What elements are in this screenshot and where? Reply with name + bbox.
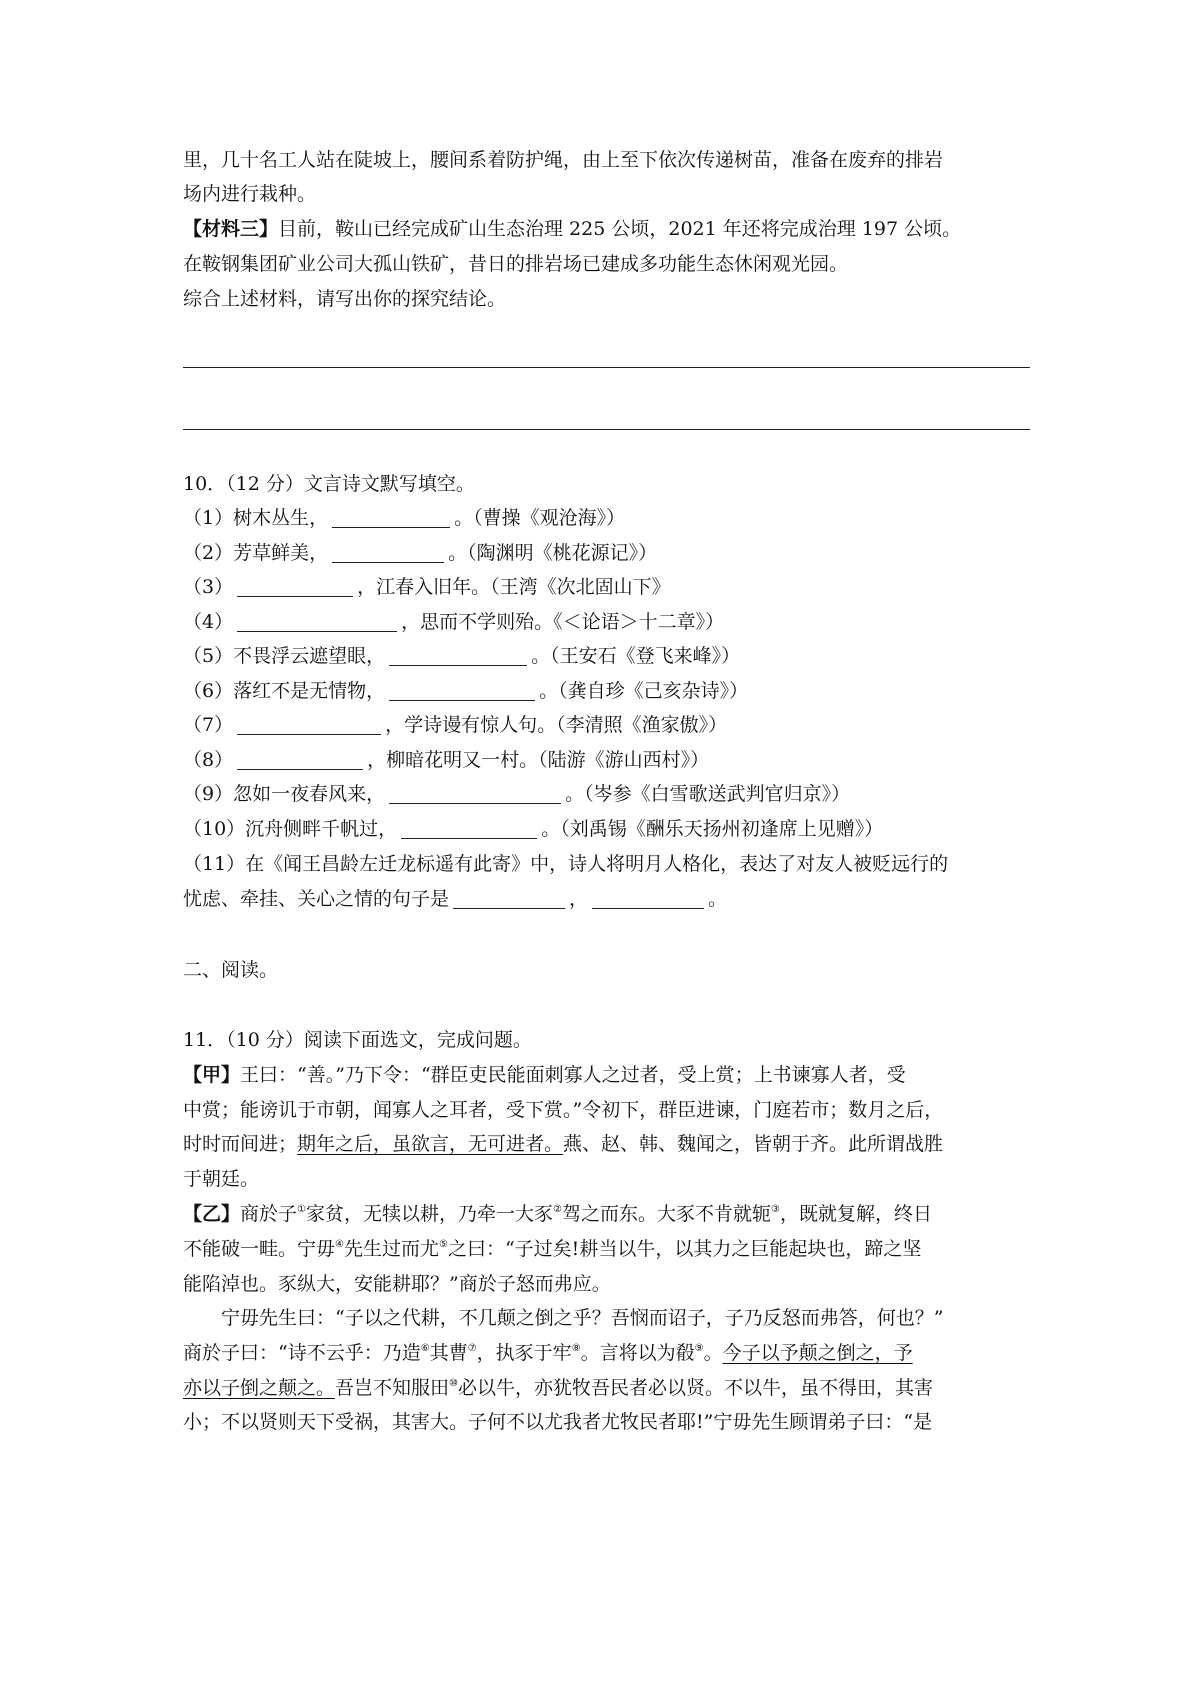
passage-yi-line [183, 1200, 1033, 1228]
fill-blank[interactable] [389, 645, 527, 666]
footnote-mark: ③ [771, 1204, 780, 1215]
item-text: ， [569, 888, 589, 910]
passage-yi-line: 宁毋先生曰：“子以之代耕，不几颠之倒之乎？吾悯而诏子，子乃反怒而弗答，何也？” [221, 1307, 944, 1329]
item-text: ，学诗谩有惊人句。（李清照《渔家傲》） [385, 714, 728, 736]
fill-item [183, 746, 1033, 774]
section-heading: 二、阅读。 [183, 959, 279, 981]
passage-text: 驾之而东。大豕不肯就轭 [561, 1203, 771, 1225]
item-text: ，江春入旧年。（王湾《次北固山下》 [357, 576, 671, 598]
material-text: 目前，鞍山已经完成矿山生态治理 225 公顷，2021 年还将完成治理 197 公顷。 [278, 218, 962, 240]
passage-yi-line: 小；不以贤则天下受祸，其害大。子何不以尤我者尤牧民者耶!”宁毋先生顾谓弟子曰：“是 [183, 1411, 933, 1433]
item-text: 。（王安石《登飞来峰》） [531, 645, 741, 667]
footnote-mark: ⑦ [467, 1343, 477, 1354]
passage-text: ，既就复解，终日 [779, 1203, 932, 1225]
footnote-mark: ⑥ [420, 1343, 430, 1354]
item-text: （1）树木丛生， [183, 507, 329, 529]
item-text: （8） [183, 749, 234, 771]
passage-text: 时时而间进； [183, 1133, 298, 1155]
item-text: （3） [183, 576, 234, 598]
passage-text: 吾岂不知服田 [335, 1377, 450, 1399]
item-text: ，柳暗花明又一村。（陆游《游山西村》） [367, 749, 710, 771]
passage-label: 【甲】 [183, 1064, 241, 1086]
passage-text: 先生过而尤 [343, 1238, 439, 1260]
passage-jia-line [183, 1061, 1033, 1089]
passage-text: 其曹 [429, 1342, 468, 1364]
passage-text: 不能破一畦。宁毋 [183, 1238, 336, 1260]
passage-yi-line [183, 1235, 1033, 1263]
footnote-mark: ⑨ [694, 1343, 704, 1354]
fill-blank[interactable] [237, 714, 381, 735]
passage-jia-line: 于朝廷。 [183, 1168, 260, 1190]
footnote-mark: ② [553, 1204, 562, 1215]
passage-text: 之曰：“子过矣!耕当以牛，以其力之巨能起块也，蹄之坚 [447, 1238, 922, 1260]
fill-blank[interactable] [237, 576, 353, 597]
item-text: 。（龚自珍《己亥杂诗》） [539, 680, 749, 702]
footnote-mark: ⑧ [571, 1343, 581, 1354]
passage-yi-line [183, 1374, 1033, 1402]
item-text: 。（岑参《白雪歌送武判官归京》） [565, 783, 851, 805]
passage-text: 家贫，无犊以耕，乃牵一大豕 [306, 1203, 554, 1225]
fill-item [183, 885, 1033, 913]
passage-text: 商於子曰：“诗不云乎：乃造 [183, 1342, 421, 1364]
question-prompt: 综合上述材料，请写出你的探究结论。 [183, 288, 507, 310]
item-text: （6）落红不是无情物， [183, 680, 386, 702]
fill-blank[interactable] [237, 611, 397, 632]
fill-item [183, 642, 1033, 670]
item-text: （9）忽如一夜春风来， [183, 783, 386, 805]
item-text: （4） [183, 611, 234, 633]
fill-item [183, 677, 1033, 705]
fill-item [183, 539, 1033, 567]
material-three [183, 215, 1033, 243]
footnote-mark: ⑩ [449, 1378, 458, 1389]
item-text: ，思而不学则殆。《＜论语＞十二章》） [401, 611, 725, 633]
fill-item [183, 780, 1033, 808]
fill-item: （11）在《闻王昌龄左迁龙标遥有此寄》中，诗人将明月人格化，表达了对友人被贬远行的 [183, 853, 949, 875]
item-text: （5）不畏浮云遮望眼， [183, 645, 386, 667]
item-text: （7） [183, 714, 234, 736]
item-text: 。 [708, 888, 728, 910]
material-label: 【材料三】 [183, 218, 279, 240]
passage-yi-line: 能陷淖也。豕纵大，安能耕耶？”商於子怒而弗应。 [183, 1273, 611, 1295]
answer-line[interactable] [183, 367, 1030, 368]
item-text: （10）沉舟侧畔千帆过， [183, 818, 398, 840]
fill-blank[interactable] [332, 507, 450, 528]
item-text: 。（陶渊明《桃花源记》） [448, 542, 658, 564]
item-text: 忧虑、牵挂、关心之情的句子是 [183, 888, 450, 910]
material-line: 在鞍钢集团矿业公司大孤山铁矿，昔日的排岩场已建成多功能生态休闲观光园。 [183, 253, 849, 275]
fill-item [183, 608, 1033, 636]
passage-text: 。 [703, 1342, 723, 1364]
fill-item [183, 815, 1033, 843]
passage-jia-line: 中赏；能谤讥于市朝，闻寡人之耳者，受下赏。”令初下，群臣进谏，门庭若市；数月之后， [183, 1099, 944, 1121]
passage-text: 必以牛，亦犹牧吾民者必以贤。不以牛，虽不得田，其害 [458, 1377, 934, 1399]
question-title: 11．（10 分）阅读下面选文，完成问题。 [183, 1029, 532, 1051]
item-text: （2）芳草鲜美， [183, 542, 329, 564]
fill-blank[interactable] [332, 542, 444, 563]
passage-text: 。言将以为殽 [580, 1342, 695, 1364]
passage-text: 商於子 [240, 1203, 298, 1225]
passage-yi-line [183, 1339, 1033, 1367]
fill-item [183, 573, 1033, 601]
footnote-mark: ① [297, 1204, 306, 1215]
underlined-sentence: 亦以子倒之颠之。 [183, 1377, 336, 1399]
fill-item [183, 504, 1033, 532]
passage-text: 燕、赵、韩、魏闻之，皆朝于齐。此所谓战胜 [563, 1133, 944, 1155]
passage-label: 【乙】 [183, 1203, 241, 1225]
question-title: 10．（12 分）文言诗文默写填空。 [183, 473, 475, 495]
passage-text: 王曰：“善。”乃下令：“群臣吏民能面刺寡人之过者，受上赏；上书谏寡人者，受 [240, 1064, 906, 1086]
fill-blank[interactable] [401, 818, 537, 839]
fill-blank[interactable] [592, 888, 704, 909]
passage-jia-line [183, 1130, 1033, 1158]
footnote-mark: ④ [335, 1239, 344, 1250]
underlined-sentence: 今子以予颠之倒之，予 [722, 1342, 913, 1364]
item-text: 。（曹操《观沧海》） [454, 507, 626, 529]
fill-item [183, 711, 1033, 739]
passage-text: ，执豕于牢 [476, 1342, 572, 1364]
underlined-sentence: 期年之后，虽欲言，无可进者。 [297, 1133, 564, 1155]
fill-blank[interactable] [389, 783, 561, 804]
item-text: 。（刘禹锡《酬乐天扬州初逢席上见赠》） [541, 818, 884, 840]
material-line: 场内进行栽种。 [183, 183, 317, 205]
fill-blank[interactable] [237, 749, 363, 770]
fill-blank[interactable] [389, 680, 535, 701]
answer-line[interactable] [183, 429, 1030, 430]
fill-blank[interactable] [453, 888, 565, 909]
footnote-mark: ⑤ [439, 1239, 448, 1250]
material-line: 里，几十名工人站在陡坡上，腰间系着防护绳，由上至下依次传递树苗，准备在废弃的排岩 [183, 149, 944, 171]
